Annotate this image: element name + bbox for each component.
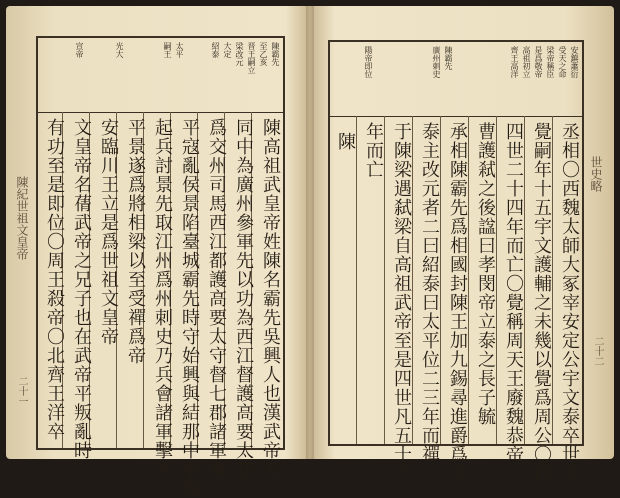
left-text-frame — [36, 36, 285, 498]
right-main-column: 曹護弒之後諡曰孝閔帝立泰之長子毓 — [475, 122, 496, 426]
right-main-column: 四世二十四年而亡〇覺稱周天王廢魏恭帝 — [503, 122, 524, 464]
right-note: 高祖初立 — [522, 46, 531, 78]
right-note: 齊王高洋 — [510, 46, 519, 78]
left-page — [6, 6, 310, 498]
right-main-column: 陳 — [335, 132, 356, 151]
left-note: 晋王嗣立 — [247, 42, 256, 74]
right-main-column: 覺嗣年十五宇文護輔之未幾以覺爲周公〇西 — [531, 122, 552, 483]
right-text-frame — [328, 40, 584, 483]
right-gutter-title: 世史略 — [589, 156, 603, 192]
left-main-column: 同中為廣州參軍先以功為西江督護高要太守 — [233, 118, 254, 479]
left-note: 至乙亥 — [259, 42, 268, 66]
left-note: 紹泰 — [211, 42, 220, 58]
left-gutter-folio: 二十一 — [16, 376, 27, 406]
left-note: 宣帝 — [75, 42, 84, 58]
left-note: 陳霸先 — [271, 42, 280, 66]
left-main-column: 陳高祖武皇帝姓陳名霸先吳興人也漢武帝大 — [260, 118, 281, 479]
right-note: 安鎮蕭衍 — [570, 46, 579, 78]
right-note: 受天之命 — [558, 46, 567, 78]
left-main-column: 平景遂爲將相梁以至受禪爲帝 — [125, 118, 146, 365]
left-note: 嗣王 — [163, 42, 172, 58]
left-main-column: 起兵討景先取江州爲州刺史乃兵會諸軍擊平 — [152, 118, 173, 479]
left-note: 光大 — [115, 42, 124, 58]
right-main-column: 于陳梁遇弑梁自高祖武帝至是四世凡五十六 — [391, 122, 412, 483]
left-main-column: 平寇亂侯景陷臺城霸先時守始興與結那中豪傑 — [179, 118, 200, 498]
right-main-column: 年而亡 — [363, 122, 384, 179]
right-gutter-folio: 二十二 — [592, 336, 603, 366]
left-main-column: 有功至是即位〇周王殺帝〇北齊王洋卒 — [44, 118, 65, 441]
right-main-column: 泰主改元者二曰紹泰曰太平位二三年而禪 — [419, 122, 440, 464]
right-note: 陳霸先 — [444, 46, 453, 70]
right-main-column: 承相陳霸先爲相國封陳王加九錫尋進爵爲王 — [447, 122, 468, 483]
right-note: 廣州刺史 — [432, 46, 441, 78]
left-gutter-title: 陳紀世祖文皇帝 — [15, 176, 29, 260]
left-note: 梁改元 — [235, 42, 244, 66]
right-header-notes — [330, 42, 582, 117]
left-main-column: 文皇帝名蒨武帝之兄子也在武帝平叛亂時 — [71, 118, 92, 460]
right-note: 是爲敬帝 — [534, 46, 543, 78]
right-main-column: 丞相〇西魏太師大冢宰安定公宇文泰卒世子 — [559, 122, 580, 483]
left-main-column: 安臨川王立是爲世祖文皇帝 — [98, 118, 119, 346]
open-book — [6, 6, 614, 498]
left-main-column: 爲交州司馬西江都護高要太守督七郡諸軍事 — [206, 118, 227, 479]
left-header-notes — [38, 38, 283, 113]
right-note: 梁帝稱臣 — [546, 46, 555, 78]
left-note: 太平 — [175, 42, 184, 58]
left-note: 大定 — [223, 42, 232, 58]
right-note: 陽帝即位 — [364, 46, 373, 78]
right-page — [310, 6, 614, 483]
